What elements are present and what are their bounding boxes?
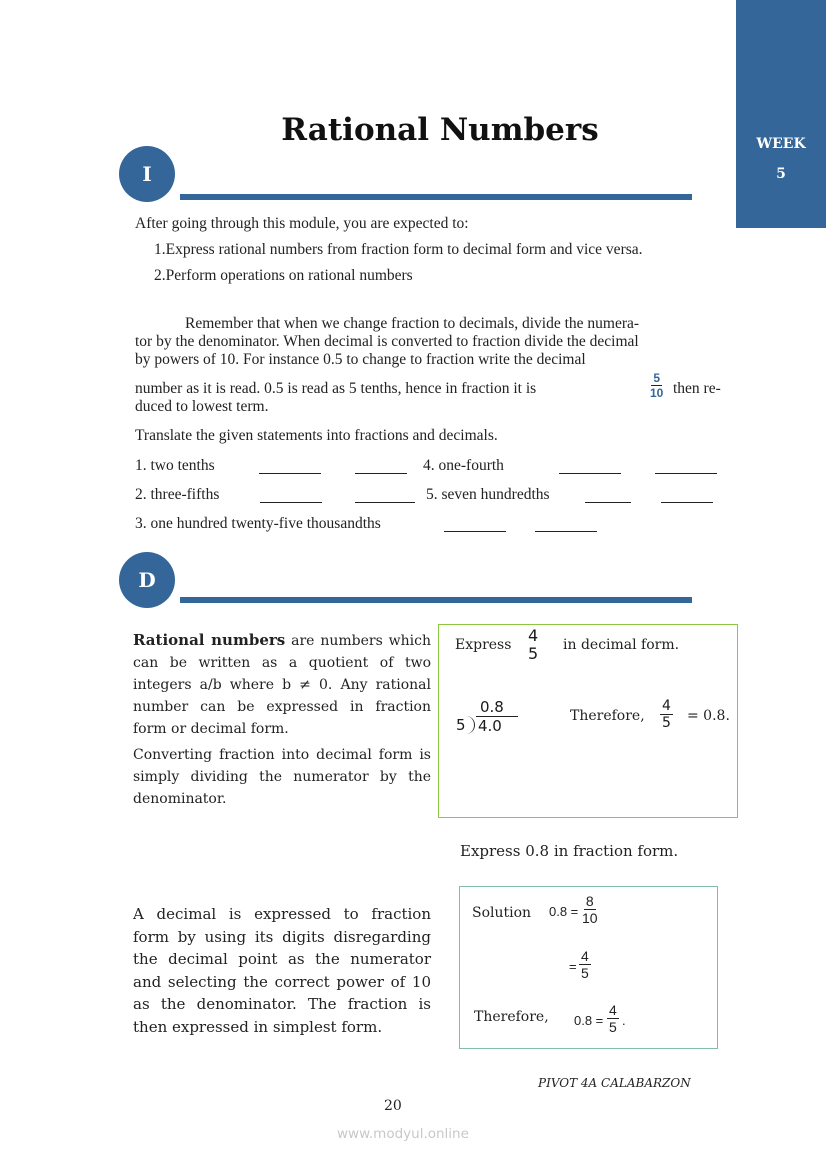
example2-final-suffix: . bbox=[622, 1013, 626, 1028]
watermark: www.modyul.online bbox=[337, 1126, 469, 1142]
fraction-numerator: 5 bbox=[653, 371, 661, 385]
fraction-5-10 bbox=[650, 372, 663, 399]
example1-result-denominator: 5 bbox=[662, 715, 671, 731]
decimal-to-fraction-text: A decimal is expressed to fraction form by using its digits disregarding the decimal point as the numerator and selecting the correct power of 10 as the denominator. The fraction is then expressed in simplest form. bbox=[133, 905, 431, 1036]
page-number: 20 bbox=[384, 1098, 402, 1114]
example2-step2-lhs: = bbox=[569, 959, 577, 974]
answer-blank-5-decimal[interactable] bbox=[661, 490, 713, 503]
step1-denominator: 10 bbox=[582, 910, 598, 926]
example2-therefore: Therefore, bbox=[474, 1009, 549, 1025]
week-tab bbox=[736, 0, 826, 228]
division-quotient: 0.8 bbox=[480, 698, 504, 716]
paragraph-line-4a: number as it is read. 0.5 is read as 5 tenths, hence in fraction it is bbox=[135, 380, 537, 397]
example1-numerator: 4 bbox=[528, 626, 539, 645]
example2-final-lhs: 0.8 = bbox=[574, 1013, 604, 1028]
answer-blank-4-decimal[interactable] bbox=[655, 461, 717, 474]
section-d-badge: D bbox=[119, 552, 175, 608]
section-d-rule bbox=[180, 597, 692, 603]
exercise-item-3: 3. one hundred twenty-five thousandths bbox=[135, 515, 381, 532]
fraction-denominator: 10 bbox=[650, 386, 664, 400]
example1-therefore: Therefore, bbox=[570, 708, 645, 724]
step2-denominator: 5 bbox=[581, 965, 589, 981]
example2-solution-label: Solution bbox=[472, 905, 532, 921]
publisher-footer: PIVOT 4A CALABARZON bbox=[538, 1076, 691, 1090]
exercise-item-4: 4. one-fourth bbox=[423, 457, 504, 474]
paragraph-line-1: Remember that when we change fraction to decimals, divide the numera- bbox=[185, 315, 640, 332]
step1-numerator: 8 bbox=[585, 893, 594, 909]
answer-blank-5-fraction[interactable] bbox=[585, 490, 631, 503]
final-denominator: 5 bbox=[609, 1019, 617, 1035]
exercise-prompt: Translate the given statements into fractions and decimals. bbox=[135, 427, 498, 444]
objective-2: 2.Perform operations on rational numbers bbox=[154, 267, 413, 284]
step2-numerator: 4 bbox=[581, 948, 589, 964]
definition-term: Rational numbers bbox=[133, 631, 286, 649]
paragraph-line-4b: then re- bbox=[673, 380, 721, 397]
answer-blank-3-decimal[interactable] bbox=[535, 519, 597, 532]
exercise-item-2: 2. three-fifths bbox=[135, 486, 220, 503]
example2-step1-fraction bbox=[582, 894, 598, 925]
week-label: WEEK bbox=[756, 136, 806, 152]
page-title: Rational Numbers bbox=[281, 112, 599, 148]
final-numerator: 4 bbox=[609, 1002, 617, 1018]
example2-final-fraction bbox=[607, 1003, 619, 1034]
example2-step1-lhs: 0.8 = bbox=[549, 904, 579, 919]
example1-result-fraction bbox=[660, 699, 673, 730]
objective-1: 1.Express rational numbers from fraction form to decimal form and vice versa. bbox=[154, 241, 643, 258]
rational-definition bbox=[133, 629, 431, 740]
example1-result-numerator: 4 bbox=[662, 698, 671, 714]
section-i-rule bbox=[180, 194, 692, 200]
example1-denominator: 5 bbox=[528, 644, 539, 663]
example2-heading: Express 0.8 in fraction form. bbox=[460, 842, 679, 860]
example1-suffix: in decimal form. bbox=[563, 637, 680, 653]
converting-text: Converting fraction into decimal form is simply dividing the numerator by the denominator. bbox=[133, 747, 431, 807]
week-number: 5 bbox=[776, 166, 786, 182]
answer-blank-4-fraction[interactable] bbox=[559, 461, 621, 474]
paragraph-line-4 bbox=[135, 380, 536, 398]
paragraph-line-3: by powers of 10. For instance 0.5 to change to fraction write the decimal bbox=[135, 351, 586, 368]
section-i-badge: I bbox=[119, 146, 175, 202]
example1-prefix: Express bbox=[455, 637, 512, 653]
answer-blank-2-decimal[interactable] bbox=[355, 490, 415, 503]
exercise-item-1: 1. two tenths bbox=[135, 457, 215, 474]
definition-text: are numbers which can be written as a quotient of two integers a/b where b ≠ 0. Any rational number can be expressed in fraction form or decimal form. bbox=[133, 633, 431, 737]
paragraph-line-2: tor by the denominator. When decimal is converted to fraction divide the decimal bbox=[135, 333, 639, 350]
example1-fraction bbox=[526, 628, 540, 662]
objectives-intro: After going through this module, you are expected to: bbox=[135, 215, 469, 232]
answer-blank-3-fraction[interactable] bbox=[444, 519, 506, 532]
answer-blank-2-fraction[interactable] bbox=[260, 490, 322, 503]
division-dividend: 4.0 bbox=[476, 716, 518, 735]
division-divisor: 5 bbox=[456, 716, 466, 734]
answer-blank-1-decimal[interactable] bbox=[355, 461, 407, 474]
answer-blank-1-fraction[interactable] bbox=[259, 461, 321, 474]
exercise-item-5: 5. seven hundredths bbox=[426, 486, 550, 503]
example1-result: = 0.8. bbox=[687, 708, 730, 724]
example2-step2-fraction bbox=[579, 949, 591, 980]
paragraph-line-5: duced to lowest term. bbox=[135, 398, 269, 415]
